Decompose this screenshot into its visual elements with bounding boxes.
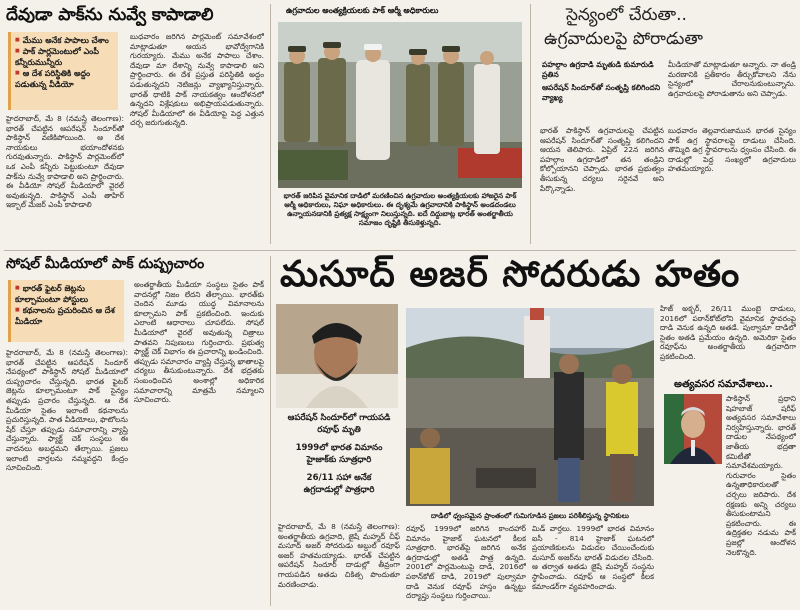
body-text: బుధవారం తెల్లవారుజామున భారత సైన్యం పాక్ ఉగ్ర స్థావరాలపై దాడులు చేసింది. తొమ్మిది ఉగ్ర స్థావరాలను ధ్వంసం చేసింది. ఈ దాడుల్లో పెద్ద సంఖ్యలో ఉగ్రవాదులు హతమయ్యారు. [668, 126, 796, 174]
funeral-photo [278, 22, 522, 188]
portrait-caption-3: 26/11 సహా అనేక ఉగ్రదాడుల్లో పాత్రధారి [303, 473, 375, 495]
highlight-item: ■ కథనాలను ప్రచురించిన ఆ దేశ మీడియా [15, 305, 120, 327]
highlight-box [8, 280, 124, 342]
highlight-list [542, 60, 662, 103]
site-caption: దాడిలో ధ్వంసమైన ప్రాంతంలో గుమిగూడిన ప్రజలు పరిశీలిస్తున్న స్థానికులు [431, 512, 629, 520]
kicker-funeral: ఉగ్రవాదుల అంత్యక్రియలకు పాక్ ఆర్మీ అధికారులు [286, 6, 439, 15]
headline-masood: మసూద్ అజర్ సోదరుడు హతం [280, 254, 741, 295]
body-text: బుధవారం జరిగిన పార్లమెంట్ సమావేశంలో మాట్లాడుతూ ఆయన భావోద్వేగానికి గురయ్యారు. మేము అనేక పాపాలు చేశాం. దేవుడా మా దేశాన్ని నువ్వే కాపాడాలి అని ప్రార్థించారు. ఈ దేశ ప్రస్తుత పరిస్థితికి అద్దం పడుతున్నదని నెటిజన్లు వ్యాఖ్యానిస్తున్నారు. భారత్ ధాటికి పాక్ నాయకత్వం ఆందోళనలో ఉన్నదని విశ్లేషకులు అభిప్రాయపడుతున్నారు. సోషల్ మీడియాలో ఈ వీడియోపై పెద్ద ఎత్తున చర్చ జరుగుతున్నది. [130, 32, 264, 128]
funeral-photo-illustration [278, 22, 522, 188]
body-text: రవూఫ్ 1999లో జరిగిన కాందహార్ విమానం హైజాక్ ఘటనలో కీలక సూత్రధారి. భారత్‌పై జరిగిన అనేక ఉగ్రదాడుల్లో అతడి పాత్ర ఉన్నది. 2001లో పార్లమెంటుపై దాడి, 2016లో పఠాన్‌కోట్ దాడి, 2019లో పుల్వామా దాడి వెనుక రవూఫ్ హస్తం ఉన్నట్టు దర్యాప్తు సంస్థలు గుర్తించాయి. [406, 524, 526, 601]
highlight-item: ■ పాక్ పార్లమెంటులో ఎంపీ కన్నీరుమున్నీరు [15, 46, 114, 68]
highlight-item: ■ మేము అనేక పాపాలు చేశాం [15, 35, 114, 46]
article-join-army [534, 0, 800, 248]
pm-photo [664, 394, 722, 464]
body-text: మీడియాతో మాట్లాడుతూ అన్నారు. నా తండ్రి మరణానికి ప్రతీకారం తీర్చుకోవాలని నేను సైన్యంలో చేరాలనుకుంటున్నాను. ఉగ్రవాదులపై పోరాడుతాను అని చెప్పాడు. [668, 60, 796, 98]
site-photo-illustration [406, 308, 654, 506]
body-text: పాకిస్థాన్ ప్రధాని షెహబాజ్ షరీఫ్ అత్యవసర సమావేశాలు నిర్వహిస్తున్నారు. భారత్ దాడుల నేపథ్యంలో జాతీయ భద్రతా కమిటీతో సమావేశమయ్యారు. గురువారం సైతం ఉన్నతాధికారులతో చర్చలు జరిపారు. దేశ రక్షణకు అన్ని చర్యలు తీసుకుంటామని ప్రకటించారు. ఈ ఉద్రిక్తతల నడుమ పాక్ ప్రజల్లో ఆందోళన నెలకొన్నది. [726, 394, 796, 557]
highlight-item: ■ ఆ దేశ పరిస్థితికి అద్దం పడుతున్న వీడియో [15, 68, 114, 90]
site-photo [406, 308, 654, 506]
headline-join-army-2: ఉగ్రవాదులపై పోరాడుతా [544, 29, 703, 49]
section-rule [4, 250, 796, 251]
article-social-media [0, 252, 268, 610]
portrait-caption-2: 1999లో భారత విమానం హైజాక్‌కు సూత్రధారి [295, 443, 383, 465]
headline-god-save: దేవుడా పాక్‌ను నువ్వే కాపాడాలి [6, 5, 214, 25]
body-text: భారత్ పాకిస్థాన్ ఉగ్రవాదులపై చేపట్టిన ఆపరేషన్ సిందూర్‌తో సంతృప్తి కలిగిందని ఆయన తెలిపారు. ఏప్రిల్ 22న జరిగిన పహల్గాం ఉగ్రదాడిలో తన తండ్రిని కోల్పోయానని చెప్పాడు. భారత ప్రభుత్వం తీసుకున్న చర్యలు సరైనవే అని పేర్కొన్నాడు. [540, 126, 664, 193]
column-rule [270, 4, 271, 244]
headline-join-army-1: సైన్యంలో చేరుతా.. [566, 5, 687, 25]
pm-photo-illustration [664, 394, 722, 464]
headline-social: సోషల్ మీడియాలో పాక్ దుష్ప్రచారం [6, 256, 205, 272]
portrait-caption-1: ఆపరేషన్ సిందూర్‌లో గాయపడి రవూఫ్ మృతి [287, 413, 391, 435]
article-pak-god-save [0, 0, 268, 248]
column-rule [270, 256, 271, 606]
body-text: హైదరాబాద్, మే 8 (నమస్తే తెలంగాణ): భారత్ చేపట్టిన ఆపరేషన్ సిందూర్ నేపథ్యంలో పాకిస్థాన్ సోషల్ మీడియాలో దుష్ప్రచారం చేస్తున్నది. భారత ఫైటర్ జెట్లను కూల్చామంటూ పాక్ సైన్యం తప్పుడు ప్రచారం చేస్తున్నది. ఆ దేశ మీడియా సైతం ఇలాంటి కథనాలను ప్రచురిస్తున్నది. పాత వీడియోలు, ఫొటోలను షేర్ చేస్తూ తప్పుడు సమాచారాన్ని వ్యాప్తి చేస్తున్నారు. ఫ్యాక్ట్ చెక్ సంస్థలు ఈ వాదనలు అబద్ధమని తేల్చాయి. ప్రజలు ఇలాంటి వార్తలను నమ్మవద్దని కేంద్రం సూచించింది. [6, 348, 128, 473]
body-text: హైదరాబాద్, మే 8 (నమస్తే తెలంగాణ): భారత్ చేపట్టిన ఆపరేషన్ సిందూర్‌తో పాకిస్థాన్ వణికిపోయింది. ఆ దేశ నాయకులు భయాందోళనకు గురవుతున్నారు. పాకిస్థాన్ పార్లమెంట్‌లో ఒక ఎంపీ కన్నీరు పెట్టుకుంటూ దేవుడా పాక్‌ను నువ్వే కాపాడాలి అని ప్రార్థించారు. ఈ వీడియో సోషల్ మీడియాలో వైరల్ అవుతున్నది. పాకిస్థాన్ ఎంపీ తాహిర్ ఇక్బాల్ మేజర్ ఎంపీ కాపాడాలి [6, 114, 124, 210]
portrait-photo [276, 304, 398, 408]
body-text: హిజ్ అక్బర్, 26/11 ముంబై దాడులు, 2016లో పఠాన్‌కోట్‌లోని వైమానిక స్థావరంపై దాడి వెనుక ఉన్నది అతడే. పుల్వామా దాడిలో సైతం అతడి ప్రమేయం ఉన్నది. అమెరికా సైతం రవూఫ్‌ను అంతర్జాతీయ ఉగ్రవాదిగా ప్రకటించింది. [660, 304, 796, 361]
portrait-illustration [276, 304, 398, 408]
body-text: అంతర్జాతీయ మీడియా సంస్థలు సైతం పాక్ వాదనల్లో నిజం లేదని తేల్చాయి. భారత్‌కు చెందిన మూడు యుద్ధ విమానాలను కూల్చామని పాక్ ప్రకటించింది. ఇందుకు ఎలాంటి ఆధారాలు చూపలేదు. సోషల్ మీడియాలో వైరల్ అవుతున్న చిత్రాలు పాతవని నిపుణులు గుర్తించారు. ప్రభుత్వ ఫ్యాక్ట్ చెక్ విభాగం ఈ ప్రచారాన్ని ఖండించింది. తప్పుడు సమాచారం వ్యాప్తి చేస్తున్న ఖాతాలపై చర్యలు తీసుకుంటున్నారు. దేశ భద్రతకు సంబంధించిన అంశాల్లో అధికారిక సమాచారాన్ని మాత్రమే నమ్మాలని సూచించారు. [134, 280, 264, 405]
funeral-caption: భారత్ జరిపిన వైమానిక దాడిలో మరణించిన ఉగ్రవాదుల అంత్యక్రియలకు హాజరైన పాక్ ఆర్మీ అధికారులు, నిఘా అధికారులు. ఈ దృశ్యమే ఉగ్రవాదానికి పాకిస్థాన్ అండదండలు ఉన్నాయనడానికి ప్రత్యక్ష సాక్ష్యంగా నిలుస్తున్నది. ఐదే దిద్దుబాట్ల భారత్ అంతర్జాతీయ సమాజం దృష్టికి తీసుకెళ్తున్నది. [283, 192, 517, 227]
body-text: మిడ్ వార్తలు. 1999లో భారత విమానం ఐసీ - 814 హైజాక్ ఘటనలో ప్రయాణికులను విడుదల చేయించేందుకు మసూద్ అజర్‌ను భారత్ విడుదల చేసింది. ఆ తర్వాత అతడు జైషే మహ్మద్ సంస్థను స్థాపించాడు. రవూఫ్ ఆ సంస్థలో కీలక కమాండర్‌గా వ్యవహరించాడు. [532, 524, 654, 591]
body-text: హైదరాబాద్, మే 8 (నమస్తే తెలంగాణ): అంతర్జాతీయ ఉగ్రవాది, జైషే మహ్మద్ చీఫ్ మసూద్ అజర్ సోదరుడు అబ్దుల్ రవూఫ్ అజర్ హతమయ్యాడు. భారత్ చేపట్టిన ఆపరేషన్ సిందూర్ దాడుల్లో తీవ్రంగా గాయపడిన అతడు చికిత్స పొందుతూ మరణించాడు. [278, 522, 400, 589]
highlight-item: ఆపరేషన్ సిందూర్‌తో సంతృప్తి కలిగిందని వ్యాఖ్య [542, 83, 661, 102]
kicker-emergency: అత్యవసర సమావేశాలు.. [674, 379, 773, 390]
highlight-box [8, 32, 118, 110]
highlight-item: పహల్గాం ఉగ్రదాడి మృతుడి కుమారుడి ప్రతిన [542, 60, 654, 79]
highlight-item: ■ భారత్ ఫైటర్ జెట్లను కూల్చామంటూ పోస్టులు [15, 283, 120, 305]
column-rule [530, 4, 531, 244]
article-masood-brother [272, 252, 800, 610]
article-funeral [274, 0, 526, 248]
